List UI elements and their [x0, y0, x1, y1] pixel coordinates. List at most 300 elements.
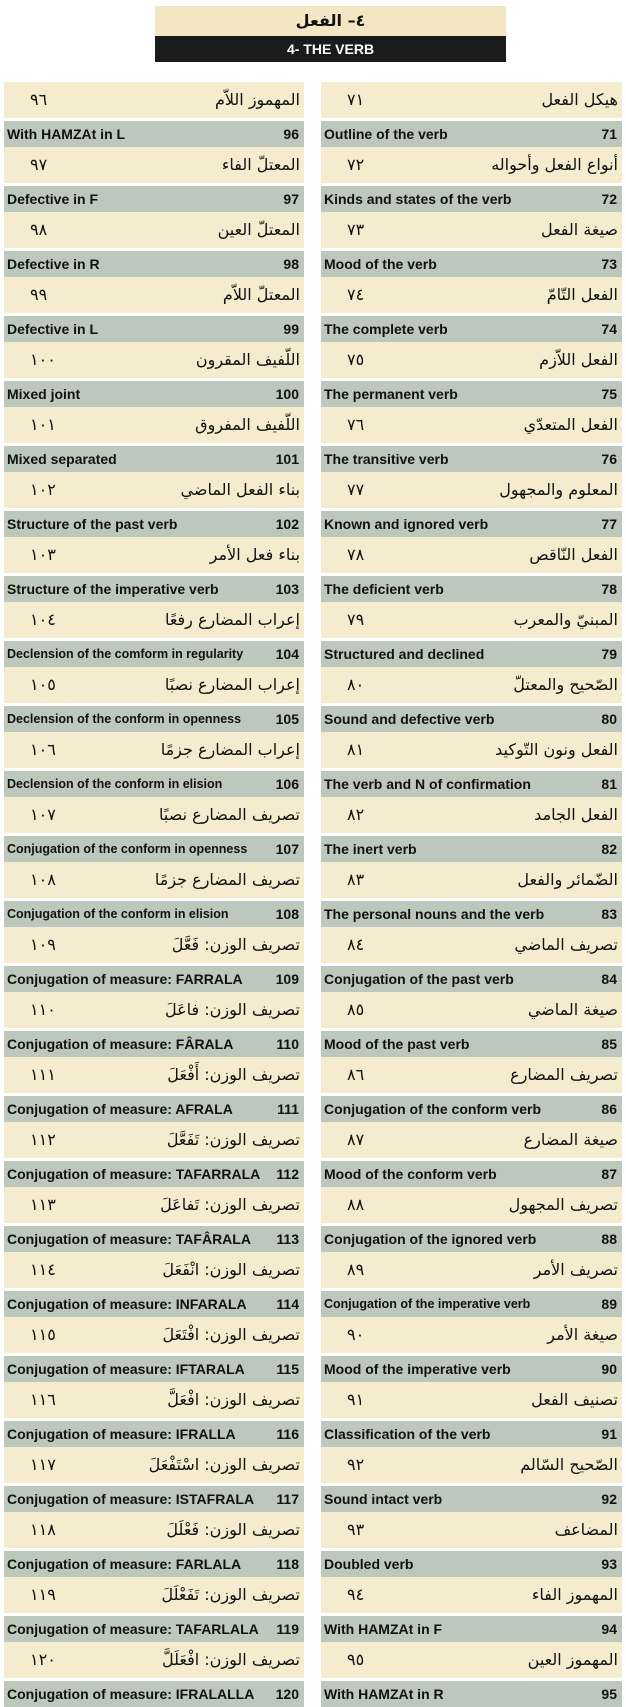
toc-entry-page-number: 118 — [276, 1556, 299, 1572]
toc-entry-english-row — [4, 1421, 304, 1447]
toc-entry-arabic-title: إعراب المضارع نصبًا — [164, 675, 300, 694]
toc-entry — [4, 277, 304, 342]
toc-entry-page-number: 114 — [276, 1296, 299, 1312]
toc-entry-english-title: Known and ignored verb — [324, 516, 489, 532]
toc-entry-arabic-row — [4, 1642, 304, 1678]
toc-entry — [321, 1317, 622, 1382]
toc-entry — [321, 1512, 622, 1577]
toc-entry-english-row — [4, 771, 304, 797]
toc-entry-english-row — [321, 1486, 622, 1512]
toc-entry-arabic-number: ٧١ — [347, 90, 365, 109]
toc-entry-english-title: Mood of the verb — [324, 256, 437, 272]
toc-entry — [4, 1122, 304, 1187]
toc-entry-english-row — [321, 901, 622, 927]
toc-entry-arabic-number: ٩٦ — [30, 90, 48, 109]
toc-entry-arabic-title: إعراب المضارع جزمًا — [160, 740, 300, 759]
chapter-title-english: 4- THE VERB — [155, 36, 506, 62]
chapter-title-arabic: ٤– الفعل — [155, 6, 506, 36]
toc-entry-english-title: Mood of the conform verb — [324, 1166, 497, 1182]
toc-entry — [321, 1057, 622, 1122]
toc-entry-english-title: Defective in F — [7, 191, 99, 207]
toc-entry-arabic-row — [4, 927, 304, 963]
toc-entry-arabic-number: ٧٥ — [347, 350, 365, 369]
toc-entry-english-row — [4, 1551, 304, 1577]
toc-entry-arabic-title: المهموز العين — [527, 1650, 618, 1669]
toc-entry-english-row — [321, 1616, 622, 1642]
toc-entry — [4, 797, 304, 862]
toc-entry — [321, 927, 622, 992]
toc-entry-english-title: Defective in R — [7, 256, 100, 272]
toc-entry-english-row — [4, 1096, 304, 1122]
toc-entry-arabic-number: ١٠٨ — [30, 870, 56, 889]
toc-entry-page-number: 98 — [283, 256, 299, 272]
toc-entry — [4, 1317, 304, 1382]
toc-entry-arabic-title: تصريف الوزن: انْفَعَلَ — [162, 1260, 300, 1279]
toc-entry — [321, 1642, 622, 1707]
toc-entry-arabic-title: تصريف الوزن: تَفَعْلَلَ — [161, 1585, 300, 1604]
toc-entry-english-title: With HAMZAt in R — [324, 1686, 444, 1702]
toc-entry-english-title: With HAMZAt in F — [324, 1621, 443, 1637]
toc-entry-page-number: 109 — [275, 971, 299, 987]
toc-entry-arabic-row — [4, 862, 304, 898]
toc-entry-page-number: 86 — [601, 1101, 617, 1117]
toc-entry — [321, 667, 622, 732]
toc-entry-arabic-title: تصريف الوزن: اسْتَفْعَلَ — [148, 1455, 300, 1474]
toc-entry-english-title: Conjugation of measure: IFRALALLA — [7, 1686, 255, 1702]
toc-entry — [4, 212, 304, 277]
toc-entry-arabic-number: ١٠٩ — [30, 935, 56, 954]
toc-entry — [321, 1577, 622, 1642]
toc-entry-arabic-title: الصّحيح والمعتلّ — [513, 675, 618, 694]
toc-entry-page-number: 88 — [601, 1231, 617, 1247]
toc-entry-page-number: 82 — [601, 841, 617, 857]
left-column — [4, 82, 304, 1707]
toc-entry — [321, 1382, 622, 1447]
toc-entry-page-number: 119 — [276, 1621, 299, 1637]
toc-entry-arabic-title: تصريف المضارع جزمًا — [154, 870, 300, 889]
toc-entry-arabic-number: ٨٠ — [347, 675, 365, 694]
toc-entry-english-row — [321, 641, 622, 667]
toc-entry-arabic-number: ٧٩ — [347, 610, 365, 629]
toc-entry-english-title: Doubled verb — [324, 1556, 414, 1572]
toc-entry-arabic-row — [321, 212, 622, 248]
toc-entry-english-title: The personal nouns and the verb — [324, 906, 545, 922]
toc-entry — [321, 797, 622, 862]
toc-entry-arabic-number: ٧٢ — [347, 155, 365, 174]
toc-entry-arabic-row — [321, 1512, 622, 1548]
toc-entry-arabic-number: ١١٢ — [30, 1130, 56, 1149]
toc-entry-english-title: The verb and N of confirmation — [324, 776, 531, 792]
toc-entry-english-row — [321, 706, 622, 732]
toc-entry-page-number: 100 — [275, 386, 299, 402]
toc-entry-arabic-row — [4, 1252, 304, 1288]
toc-entry-arabic-title: المعتلّ الفاء — [221, 155, 300, 174]
toc-entry-arabic-title: الفعل ونون التّوكيد — [495, 740, 618, 759]
toc-entry-english-title: Conjugation of the conform in openness — [7, 842, 248, 856]
toc-entry-english-title: Classification of the verb — [324, 1426, 491, 1442]
toc-entry-arabic-number: ١٠٢ — [30, 480, 56, 499]
toc-entry-arabic-number: ١٠٦ — [30, 740, 56, 759]
toc-entry-page-number: 89 — [601, 1296, 617, 1312]
toc-entry-arabic-title: اللّفيف المفروق — [195, 415, 300, 434]
toc-entry-arabic-number: ١١٣ — [30, 1195, 56, 1214]
toc-entry-arabic-title: تصريف الوزن: أَفْعَلَ — [167, 1065, 300, 1084]
toc-entry-english-row — [4, 1161, 304, 1187]
toc-entry-arabic-row — [4, 147, 304, 183]
toc-entry-arabic-title: تصنيف الفعل — [531, 1390, 618, 1409]
toc-entry-arabic-number: ١١٦ — [30, 1390, 56, 1409]
toc-entry-page-number: 72 — [601, 191, 617, 207]
toc-entry-page-number: 87 — [601, 1166, 617, 1182]
toc-entry-page-number: 103 — [275, 581, 299, 597]
toc-entry-page-number: 90 — [601, 1361, 617, 1377]
toc-entry-english-title: The permanent verb — [324, 386, 458, 402]
toc-entry-page-number: 75 — [601, 386, 617, 402]
toc-entry — [321, 212, 622, 277]
toc-entry-english-title: The deficient verb — [324, 581, 444, 597]
toc-entry-english-row — [4, 1616, 304, 1642]
toc-entry — [4, 1057, 304, 1122]
toc-entry — [4, 342, 304, 407]
toc-entry-arabic-title: صيغة الماضي — [527, 1000, 618, 1019]
toc-entry-arabic-number: ١٠١ — [30, 415, 56, 434]
toc-entry-english-title: Conjugation of measure: FARLALA — [7, 1556, 242, 1572]
toc-entry-english-row — [321, 1681, 622, 1707]
toc-entry — [321, 342, 622, 407]
toc-entry-arabic-number: ٩٨ — [30, 220, 48, 239]
toc-entry-arabic-row — [321, 537, 622, 573]
toc-entry — [4, 1577, 304, 1642]
toc-entry-english-row — [4, 1681, 304, 1707]
toc-entry-page-number: 71 — [601, 126, 617, 142]
toc-entry-arabic-number: ٩٩ — [30, 285, 48, 304]
toc-entry — [321, 537, 622, 602]
toc-entry-page-number: 115 — [276, 1361, 299, 1377]
toc-entry-arabic-title: بناء الفعل الماضي — [180, 480, 300, 499]
toc-entry-english-title: The complete verb — [324, 321, 448, 337]
toc-entry-arabic-number: ١٠٥ — [30, 675, 56, 694]
toc-entry-page-number: 77 — [601, 516, 617, 532]
toc-entry-english-row — [321, 1551, 622, 1577]
toc-entry — [321, 147, 622, 212]
toc-entry-english-row — [321, 1161, 622, 1187]
toc-entry-arabic-number: ٨١ — [347, 740, 365, 759]
toc-entry-english-row — [4, 251, 304, 277]
toc-entry-arabic-number: ٨٩ — [347, 1260, 365, 1279]
toc-entry-english-row — [4, 446, 304, 472]
toc-entry-arabic-title: تصريف الماضي — [514, 935, 618, 954]
toc-entry — [321, 472, 622, 537]
toc-entry-english-row — [321, 1291, 622, 1317]
toc-entry — [4, 992, 304, 1057]
toc-entry-english-title: Mixed joint — [7, 386, 81, 402]
toc-entry-english-title: Defective in L — [7, 321, 99, 337]
toc-entry-page-number: 117 — [276, 1491, 299, 1507]
toc-entry-arabic-row — [321, 1447, 622, 1483]
toc-entry-english-title: Conjugation of measure: FÂRALA — [7, 1036, 234, 1052]
toc-entry-arabic-row — [4, 1382, 304, 1418]
toc-entry — [4, 862, 304, 927]
toc-entry-arabic-title: أنواع الفعل وأحواله — [491, 155, 618, 174]
toc-entry-arabic-number: ٩٧ — [30, 155, 48, 174]
toc-entry-english-title: Conjugation of the conform verb — [324, 1101, 541, 1117]
toc-entry-page-number: 102 — [275, 516, 299, 532]
toc-entry-page-number: 104 — [275, 646, 299, 662]
toc-entry-english-title: The inert verb — [324, 841, 417, 857]
toc-entry-arabic-row — [321, 1187, 622, 1223]
toc-entry-english-row — [321, 251, 622, 277]
toc-entry-arabic-row — [4, 1187, 304, 1223]
toc-entry-english-row — [4, 706, 304, 732]
toc-entry-arabic-row — [4, 797, 304, 833]
toc-entry-arabic-number: ٩٣ — [347, 1520, 365, 1539]
toc-entry-english-row — [321, 1356, 622, 1382]
toc-entry — [321, 862, 622, 927]
toc-entry-arabic-title: بناء فعل الأمر — [209, 545, 300, 564]
toc-entry-arabic-row — [4, 1317, 304, 1353]
toc-entry-arabic-title: تصريف الوزن: افْتَعَلَ — [162, 1325, 300, 1344]
toc-entry-arabic-row — [4, 1057, 304, 1093]
toc-entry-english-row — [321, 381, 622, 407]
toc-entry-english-row — [321, 186, 622, 212]
toc-entry-english-row — [321, 446, 622, 472]
toc-entry-english-title: Conjugation of measure: TAFÂRALA — [7, 1231, 251, 1247]
toc-entry-arabic-number: ١٠٧ — [30, 805, 56, 824]
toc-entry-english-title: Outline of the verb — [324, 126, 448, 142]
toc-entry-english-row — [321, 836, 622, 862]
toc-entry-arabic-row — [321, 862, 622, 898]
toc-entry-arabic-row — [321, 1317, 622, 1353]
toc-entry-arabic-row — [321, 147, 622, 183]
toc-entry-arabic-row — [321, 667, 622, 703]
toc-entry-english-title: Structure of the imperative verb — [7, 581, 219, 597]
toc-entry-arabic-title: الفعل المتعدّي — [523, 415, 618, 434]
toc-entry — [4, 1187, 304, 1252]
toc-entry-page-number: 116 — [276, 1426, 299, 1442]
toc-entry-arabic-row — [321, 82, 622, 118]
toc-entry — [4, 82, 304, 147]
toc-entry-arabic-title: تصريف المضارع نصبًا — [159, 805, 300, 824]
toc-entry-page-number: 85 — [601, 1036, 617, 1052]
toc-entry-english-row — [321, 1421, 622, 1447]
toc-entry-arabic-title: صيغة المضارع — [523, 1130, 618, 1149]
toc-entry-arabic-row — [4, 1577, 304, 1613]
toc-entry-arabic-title: الفعل الجامد — [534, 805, 618, 824]
toc-entry-english-title: Declension of the conform in openness — [7, 712, 242, 726]
toc-entry-english-row — [321, 966, 622, 992]
toc-entry-english-row — [321, 316, 622, 342]
toc-entry-arabic-row — [4, 82, 304, 118]
toc-entry-arabic-number: ١١٤ — [30, 1260, 56, 1279]
toc-entry-arabic-number: ١٠٠ — [30, 350, 56, 369]
right-column — [321, 82, 622, 1707]
toc-entry-arabic-title: اللّفيف المقرون — [195, 350, 300, 369]
toc-entry-arabic-row — [321, 992, 622, 1028]
toc-entry-arabic-row — [4, 1122, 304, 1158]
toc-entry-page-number: 79 — [601, 646, 617, 662]
toc-entry-page-number: 108 — [275, 906, 299, 922]
toc-entry-english-row — [4, 966, 304, 992]
toc-entry-arabic-title: المعتلّ اللاّم — [222, 285, 300, 304]
toc-entry — [321, 602, 622, 667]
toc-entry-arabic-row — [4, 1512, 304, 1548]
toc-entry-arabic-row — [321, 1122, 622, 1158]
toc-entry — [4, 537, 304, 602]
toc-entry-english-row — [4, 901, 304, 927]
toc-entry-arabic-number: ١١٨ — [30, 1520, 56, 1539]
toc-entry-english-title: Conjugation of measure: FARRALA — [7, 971, 243, 987]
toc-entry-arabic-number: ١١١ — [30, 1065, 56, 1084]
toc-entry-english-title: Sound and defective verb — [324, 711, 495, 727]
toc-entry — [321, 992, 622, 1057]
toc-entry-page-number: 84 — [601, 971, 617, 987]
toc-entry-arabic-row — [321, 342, 622, 378]
toc-entry-arabic-row — [4, 537, 304, 573]
toc-entry-english-row — [4, 511, 304, 537]
toc-entry-english-row — [321, 511, 622, 537]
toc-entry-page-number: 106 — [275, 776, 299, 792]
toc-entry-arabic-number: ٨٧ — [347, 1130, 365, 1149]
toc-entry-page-number: 112 — [276, 1166, 299, 1182]
toc-entry-english-title: Kinds and states of the verb — [324, 191, 512, 207]
toc-entry-english-row — [4, 1291, 304, 1317]
toc-entry-arabic-row — [321, 1642, 622, 1678]
toc-entry — [4, 1382, 304, 1447]
toc-entry-arabic-number: ٩٤ — [347, 1585, 365, 1604]
toc-entry-page-number: 93 — [601, 1556, 617, 1572]
toc-entry-page-number: 91 — [601, 1426, 617, 1442]
toc-entry-page-number: 99 — [283, 321, 299, 337]
toc-entry-arabic-number: ٧٨ — [347, 545, 365, 564]
toc-entry — [4, 147, 304, 212]
toc-entry-arabic-row — [4, 342, 304, 378]
toc-entry — [4, 1252, 304, 1317]
toc-entry-arabic-title: المهموز اللاّم — [214, 90, 300, 109]
toc-entry — [321, 1187, 622, 1252]
toc-entry-arabic-number: ١١٥ — [30, 1325, 56, 1344]
toc-entry-arabic-title: تصريف الوزن: افْعَلَلَّ — [161, 1650, 300, 1669]
toc-entry-arabic-title: المعتلّ العين — [217, 220, 300, 239]
toc-entry-english-row — [4, 1226, 304, 1252]
toc-entry-page-number: 73 — [601, 256, 617, 272]
toc-entry-arabic-title: صيغة الفعل — [540, 220, 618, 239]
toc-entry-english-row — [4, 121, 304, 147]
toc-entry-english-title: Structure of the past verb — [7, 516, 178, 532]
toc-entry-arabic-row — [321, 797, 622, 833]
toc-entry-arabic-title: صيغة الأمر — [547, 1325, 618, 1344]
toc-entry-arabic-title: الفعل التّامّ — [546, 285, 618, 304]
toc-entry-arabic-row — [4, 277, 304, 313]
toc-entry-english-title: Conjugation of the ignored verb — [324, 1231, 537, 1247]
toc-entry-english-title: Sound intact verb — [324, 1491, 443, 1507]
toc-entry-english-row — [4, 576, 304, 602]
toc-entry-page-number: 80 — [601, 711, 617, 727]
toc-entry — [321, 277, 622, 342]
toc-entry — [4, 407, 304, 472]
toc-entry — [4, 732, 304, 797]
toc-entry-arabic-title: تصريف الوزن: فَعَّلَ — [171, 935, 300, 954]
toc-entry-english-title: The transitive verb — [324, 451, 449, 467]
toc-entry-english-row — [4, 836, 304, 862]
toc-entry-arabic-number: ٨٨ — [347, 1195, 365, 1214]
toc-entry-arabic-row — [321, 277, 622, 313]
toc-entry-english-title: Conjugation of measure: INFARALA — [7, 1296, 247, 1312]
toc-entry-arabic-row — [321, 1382, 622, 1418]
toc-entry-english-row — [4, 1486, 304, 1512]
toc-entry — [321, 732, 622, 797]
toc-entry-arabic-number: ٨٤ — [347, 935, 365, 954]
toc-entry-english-row — [4, 641, 304, 667]
toc-entry-arabic-number: ٨٥ — [347, 1000, 365, 1019]
toc-entry-arabic-number: ١١٠ — [30, 1000, 56, 1019]
toc-entry-english-row — [4, 316, 304, 342]
toc-entry — [321, 1447, 622, 1512]
toc-entry-arabic-row — [4, 1447, 304, 1483]
toc-entry-arabic-number: ١٠٤ — [30, 610, 56, 629]
toc-entry-arabic-title: الفعل النّاقص — [529, 545, 618, 564]
toc-entry-english-title: Conjugation of the past verb — [324, 971, 514, 987]
toc-entry-page-number: 94 — [601, 1621, 617, 1637]
toc-entry-arabic-title: الصّحيح السّالم — [520, 1455, 618, 1474]
toc-entry — [321, 407, 622, 472]
toc-entry-arabic-number: ٨٢ — [347, 805, 365, 824]
toc-entry-arabic-title: الضّمائر والفعل — [517, 870, 618, 889]
toc-entry-page-number: 107 — [275, 841, 299, 857]
toc-entry-arabic-title: تصريف المضارع — [510, 1065, 618, 1084]
toc-entry-english-title: Conjugation of measure: ISTAFRALA — [7, 1491, 255, 1507]
toc-entry-arabic-title: المضاعف — [554, 1520, 618, 1539]
toc-entry-page-number: 105 — [275, 711, 299, 727]
toc-entry-arabic-row — [321, 732, 622, 768]
toc-entry-arabic-title: تصريف الوزن: فاعَلَ — [165, 1000, 300, 1019]
toc-entry-arabic-row — [321, 927, 622, 963]
toc-entry — [4, 472, 304, 537]
toc-entry — [4, 1447, 304, 1512]
toc-entry-page-number: 120 — [275, 1686, 299, 1702]
toc-entry-arabic-row — [321, 602, 622, 638]
toc-entry-arabic-title: تصريف الوزن: فَعْلَلَ — [166, 1520, 300, 1539]
toc-entry-english-title: Mood of the imperative verb — [324, 1361, 511, 1377]
toc-entry-english-title: Conjugation of the conform in elision — [7, 907, 229, 921]
toc-entry-english-title: Conjugation of the imperative verb — [324, 1297, 531, 1311]
toc-entry-english-row — [4, 1356, 304, 1382]
toc-entry-arabic-title: الفعل اللاّزم — [539, 350, 618, 369]
toc-entry-english-row — [4, 1031, 304, 1057]
toc-entry-english-title: With HAMZAt in L — [7, 126, 126, 142]
toc-entry-english-title: Conjugation of measure: TAFARRALA — [7, 1166, 261, 1182]
toc-entry-english-title: Mood of the past verb — [324, 1036, 470, 1052]
toc-entry-arabic-row — [321, 1577, 622, 1613]
toc-entry-arabic-number: ١٠٣ — [30, 545, 56, 564]
toc-entry — [4, 1512, 304, 1577]
toc-entry-arabic-title: هيكل الفعل — [541, 90, 618, 109]
toc-entry-page-number: 96 — [283, 126, 299, 142]
toc-entry — [321, 82, 622, 147]
toc-entry-page-number: 95 — [601, 1686, 617, 1702]
toc-entry-arabic-number: ٧٣ — [347, 220, 365, 239]
toc-entry-arabic-row — [321, 472, 622, 508]
toc-entry-arabic-number: ٩٠ — [347, 1325, 365, 1344]
toc-entry — [321, 1252, 622, 1317]
toc-entry-arabic-row — [4, 472, 304, 508]
toc-entry — [321, 1122, 622, 1187]
toc-entry-page-number: 97 — [283, 191, 299, 207]
toc-entry-arabic-number: ١٢٠ — [30, 1650, 56, 1669]
toc-entry-arabic-row — [321, 1057, 622, 1093]
toc-entry-page-number: 81 — [601, 776, 617, 792]
toc-entry-page-number: 83 — [601, 906, 617, 922]
toc-entry-page-number: 92 — [601, 1491, 617, 1507]
